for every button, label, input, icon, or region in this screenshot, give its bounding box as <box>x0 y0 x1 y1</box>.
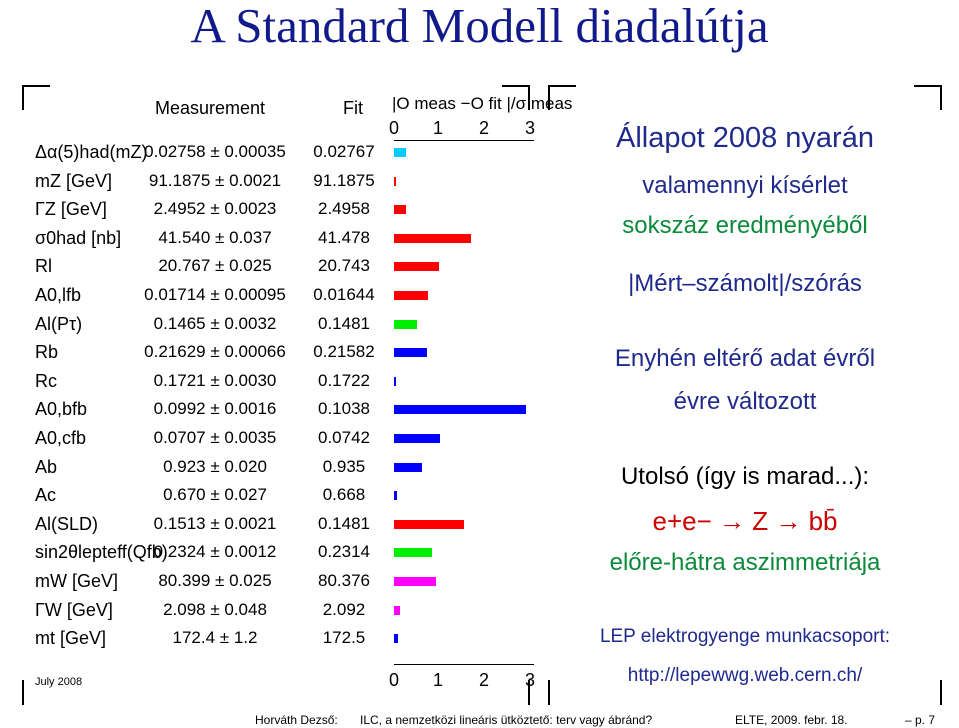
pull-bar <box>394 634 398 643</box>
results-line: sokszáz eredményéből <box>622 212 868 239</box>
bottom-axis-tick-3: 3 <box>524 670 535 690</box>
row-label: Ab <box>35 456 58 477</box>
row-measurement: 0.2324 ± 0.0012 <box>153 542 277 562</box>
row-measurement: 0.670 ± 0.027 <box>163 485 267 505</box>
header-pull: |O meas −O fit |/σ meas <box>392 94 573 113</box>
frame-corner-bottom-left <box>22 680 24 705</box>
row-label: mZ [GeV] <box>35 170 113 191</box>
top-axis-tick-2: 2 <box>478 118 489 138</box>
row-label: ΓZ [GeV] <box>35 199 107 220</box>
bottom-axis-tick-0: 0 <box>388 670 399 690</box>
deviation-line-1: Enyhén eltérő adat évről <box>614 345 876 372</box>
lep-url-link[interactable]: http://lepewwg.web.cern.ch/ <box>627 665 863 686</box>
row-label: A0,cfb <box>35 428 87 448</box>
row-label: σ0had [nb] <box>35 227 122 248</box>
row-measurement: 2.4952 ± 0.0023 <box>153 199 277 219</box>
row-measurement: 80.399 ± 0.025 <box>158 571 272 590</box>
asymmetry-line: előre-hátra aszimmetriája <box>609 549 881 576</box>
frame-corner-right-panel-tr-h <box>914 85 942 87</box>
pull-bar <box>394 434 440 443</box>
lep-group-line: LEP elektrogyenge munkacsoport: <box>599 626 891 647</box>
frame-corner-right-panel-bl <box>548 680 550 705</box>
row-fit: 0.668 <box>322 485 366 505</box>
pull-bar <box>394 348 427 357</box>
bottom-axis-tick-1: 1 <box>432 670 443 690</box>
slide-title: A Standard Modell diadalútja <box>190 0 769 53</box>
row-label: Δα(5)had(mZ) <box>35 142 148 162</box>
footer-talk-title: ILC, a nemzetközi lineáris ütköztető: terv vagy ábránd? <box>360 713 653 727</box>
pull-bar <box>394 491 397 500</box>
pull-bar <box>394 463 422 472</box>
frame-corner-right-panel-tr <box>940 85 942 110</box>
row-measurement: 91.1875 ± 0.0021 <box>148 170 282 190</box>
row-measurement: 20.767 ± 0.025 <box>158 256 272 276</box>
row-measurement: 172.4 ± 1.2 <box>172 628 258 648</box>
row-label: Al(SLD) <box>35 513 99 534</box>
row-label: Al(Pτ) <box>35 313 83 334</box>
row-measurement: 0.0707 ± 0.0035 <box>153 428 277 447</box>
row-fit: 0.1038 <box>318 399 370 419</box>
pull-bar <box>394 520 464 529</box>
footer-page-number: – p. 7 <box>905 713 936 727</box>
row-measurement: 0.1513 ± 0.0021 <box>153 513 277 533</box>
row-fit: 0.0742 <box>318 428 370 447</box>
frame-corner-right-panel-br <box>940 680 942 705</box>
row-measurement: 0.1721 ± 0.0030 <box>153 370 277 390</box>
row-label: A0,lfb <box>35 285 82 305</box>
pull-bar <box>394 377 396 386</box>
row-label: Ac <box>35 485 57 506</box>
header-fit: Fit <box>343 98 363 118</box>
footer-venue: ELTE, 2009. febr. 18. <box>735 713 848 727</box>
frame-corner-top-left <box>22 85 24 110</box>
row-fit: 0.21582 <box>313 342 375 362</box>
row-fit: 20.743 <box>318 256 370 276</box>
row-fit: 91.1875 <box>313 170 375 190</box>
pull-bar <box>394 234 471 243</box>
frame-corner-right-panel-tl-h <box>548 85 576 87</box>
row-label: sin2θlepteff(Qfb) <box>35 542 168 563</box>
date-label: July 2008 <box>35 676 83 688</box>
deviation-line-2: évre változott <box>673 388 817 415</box>
pull-bar <box>394 606 400 615</box>
row-label: ΓW [GeV] <box>35 599 113 620</box>
row-fit: 80.376 <box>318 571 370 590</box>
row-measurement: 0.02758 ± 0.00035 <box>144 142 286 161</box>
pull-bar <box>394 320 417 329</box>
top-axis-tick-0: 0 <box>388 118 399 138</box>
frame-corner-top-right-h <box>502 85 530 87</box>
row-measurement: 0.1465 ± 0.0032 <box>153 313 277 333</box>
row-label: A0,bfb <box>35 399 88 420</box>
row-measurement: 0.0992 ± 0.0016 <box>153 399 277 419</box>
row-measurement: 41.540 ± 0.037 <box>158 227 272 247</box>
row-fit: 0.02767 <box>313 142 375 161</box>
header-measurement: Measurement <box>155 98 266 118</box>
row-label: Rc <box>35 370 57 391</box>
process-line: e+e− → Z → bb̄ <box>652 506 838 536</box>
pull-bar <box>394 548 432 557</box>
frame-corner-top-left-h <box>22 85 50 87</box>
row-measurement: 0.21629 ± 0.00066 <box>144 342 286 362</box>
pull-bar <box>394 205 406 214</box>
row-fit: 41.478 <box>318 227 370 247</box>
footer-author: Horváth Dezső: <box>255 713 338 727</box>
row-label: mt [GeV] <box>35 628 107 649</box>
last-line: Utolsó (így is marad...): <box>620 463 870 490</box>
pull-bar <box>394 405 526 414</box>
row-label: Rl <box>35 256 52 277</box>
row-measurement: 2.098 ± 0.048 <box>163 599 267 619</box>
pull-bar <box>394 291 428 300</box>
bottom-axis-tick-2: 2 <box>478 670 489 690</box>
pull-definition: |Mért–számolt|/szórás <box>628 270 862 297</box>
row-fit: 2.092 <box>322 599 366 619</box>
row-label: mW [GeV] <box>35 571 119 591</box>
status-heading: Állapot 2008 nyarán <box>616 122 874 154</box>
row-fit: 172.5 <box>322 628 366 648</box>
row-fit: 0.2314 <box>318 542 370 562</box>
pull-bar <box>394 177 396 186</box>
top-axis-tick-3: 3 <box>524 118 535 138</box>
pull-bar <box>394 148 406 157</box>
row-label: Rb <box>35 342 59 363</box>
row-measurement: 0.923 ± 0.020 <box>163 456 267 476</box>
row-fit: 2.4958 <box>318 199 370 219</box>
row-fit: 0.935 <box>322 456 366 476</box>
row-fit: 0.01644 <box>313 285 375 304</box>
pull-bar <box>394 577 436 586</box>
top-axis-tick-1: 1 <box>432 118 443 138</box>
row-fit: 0.1722 <box>318 370 370 390</box>
row-measurement: 0.01714 ± 0.00095 <box>144 285 286 304</box>
row-fit: 0.1481 <box>318 313 370 333</box>
experiments-line: valamennyi kísérlet <box>642 172 848 199</box>
top-axis-line <box>394 140 534 141</box>
pull-bar <box>394 262 439 271</box>
bottom-axis-line <box>394 664 534 665</box>
row-fit: 0.1481 <box>318 513 370 533</box>
